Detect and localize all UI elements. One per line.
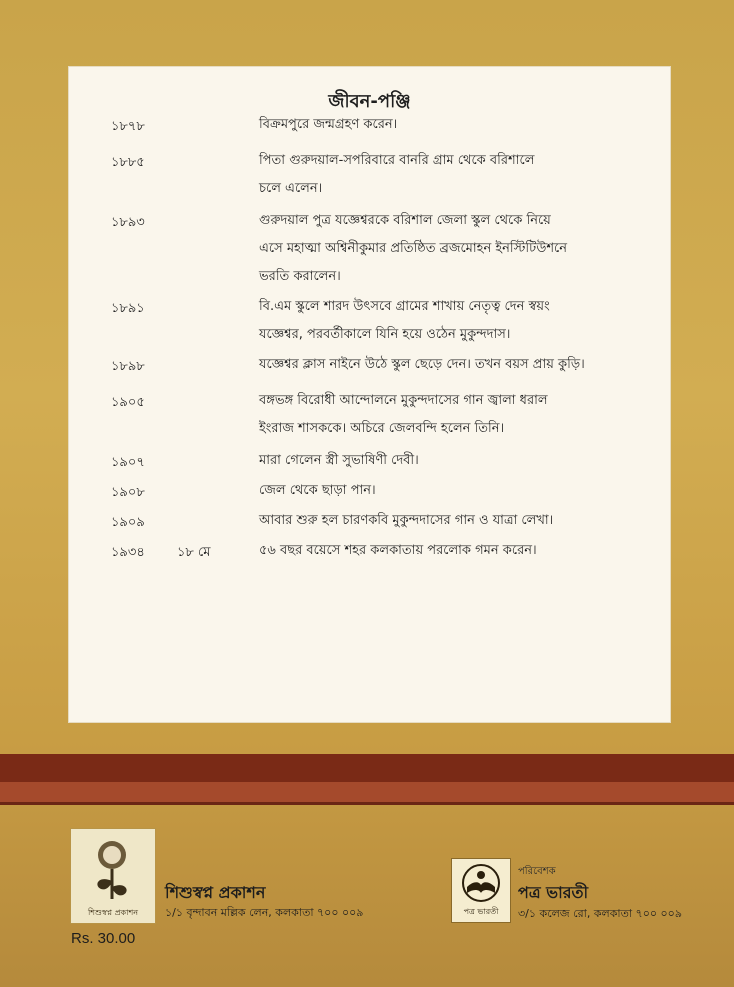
timeline-text-line: বিক্রমপুরে জন্মগ্রহণ করেন।	[259, 117, 398, 132]
timeline-text	[259, 447, 664, 475]
timeline-text	[259, 207, 664, 291]
timeline-text	[259, 147, 664, 203]
publisher-logo	[70, 828, 156, 924]
decorative-band-line	[0, 802, 734, 805]
timeline-text	[259, 111, 664, 139]
price-label: Rs. 30.00	[71, 930, 136, 947]
timeline-year: ১৮৯৮	[111, 359, 145, 374]
timeline-text-line: আবার শুরু হল চারণকবি মুকুন্দদাসের গান ও যাত্রা লেখা।	[259, 513, 554, 528]
distributor-address: ৩/১ কলেজ রো, কলকাতা ৭০০ ০০৯	[518, 907, 682, 920]
timeline-year: ১৮৮৫	[111, 155, 145, 170]
timeline-text	[259, 537, 664, 565]
timeline-text-line: বঙ্গভঙ্গ বিরোধী আন্দোলনে মুকুন্দদাসের গান জ্বালা ধরাল	[259, 393, 548, 408]
distributor-logo	[451, 858, 511, 923]
timeline-text-line: যজ্ঞেশ্বর, পরবর্তীকালে যিনি হয়ে ওঠেন মুকুন্দদাস।	[259, 327, 511, 342]
publisher-logo-caption: শিশুস্বপ্ন প্রকাশন	[88, 908, 138, 917]
timeline-text-line: পিতা গুরুদয়াল-সপরিবারে বানরি গ্রাম থেকে বরিশালে	[259, 153, 535, 168]
timeline-year: ১৯৩৪	[111, 545, 145, 560]
timeline-text-line: যজ্ঞেশ্বর ক্লাস নাইনে উঠে স্কুল ছেড়ে দেন। তখন বয়স প্রায় কুড়ি।	[259, 357, 585, 372]
panel-title: জীবন-পঞ্জি	[328, 91, 411, 112]
publisher-name: শিশুস্বপ্ন প্রকাশন	[165, 883, 266, 902]
timeline-year: ১৯০৮	[111, 485, 145, 500]
child-flower-icon	[79, 835, 145, 903]
decorative-band-mid	[0, 782, 734, 802]
decorative-band-dark	[0, 754, 734, 782]
timeline-text-line: ৫৬ বছর বয়েসে শহর কলকাতায় পরলোক গমন করেন।	[259, 543, 537, 558]
timeline-year: ১৮৯১	[111, 301, 145, 316]
timeline-text-line: ভরতি করালেন।	[259, 269, 341, 284]
timeline-text	[259, 507, 664, 535]
timeline-year: ১৯০৫	[111, 395, 145, 410]
timeline-text	[259, 477, 664, 505]
publisher-address: ১/১ বৃন্দাবন মল্লিক লেন, কলকাতা ৭০০ ০০৯	[165, 906, 364, 919]
timeline-year: ১৮৭৮	[111, 119, 145, 134]
timeline-text-line: বি.এম স্কুলে শারদ উৎসবে গ্রামের শাখায় নেতৃত্ব দেন স্বয়ং	[259, 299, 550, 314]
timeline-year: ১৮৯৩	[111, 215, 145, 230]
timeline-text	[259, 351, 664, 379]
timeline-text-line: এসে মহাত্মা অশ্বিনীকুমার প্রতিষ্ঠিত ব্রজমোহন ইনস্টিটিউশনে	[259, 241, 568, 256]
timeline-text-line: গুরুদয়াল পুত্র যজ্ঞেশ্বরকে বরিশাল জেলা স্কুল থেকে নিয়ে	[259, 213, 551, 228]
timeline-text	[259, 387, 664, 443]
distributor-logo-caption: পত্র ভারতী	[463, 907, 499, 916]
timeline-text-line: মারা গেলেন স্ত্রী সুভাষিণী দেবী।	[259, 453, 419, 468]
distributor-name: পত্র ভারতী	[518, 883, 589, 902]
timeline-year: ১৯০৭	[111, 455, 145, 470]
timeline-year: ১৯০৯	[111, 515, 145, 530]
distributor-label: পরিবেশক	[518, 866, 556, 877]
timeline-text-line: ইংরাজ শাসককে। অচিরে জেলবন্দি হলেন তিনি।	[259, 421, 505, 436]
timeline-date: ১৮ মে	[177, 545, 211, 560]
timeline-text-line: চলে এলেন।	[259, 181, 323, 196]
biography-panel	[68, 66, 671, 723]
timeline-text	[259, 293, 664, 349]
open-book-icon	[461, 863, 501, 905]
timeline-text-line: জেল থেকে ছাড়া পান।	[259, 483, 376, 498]
